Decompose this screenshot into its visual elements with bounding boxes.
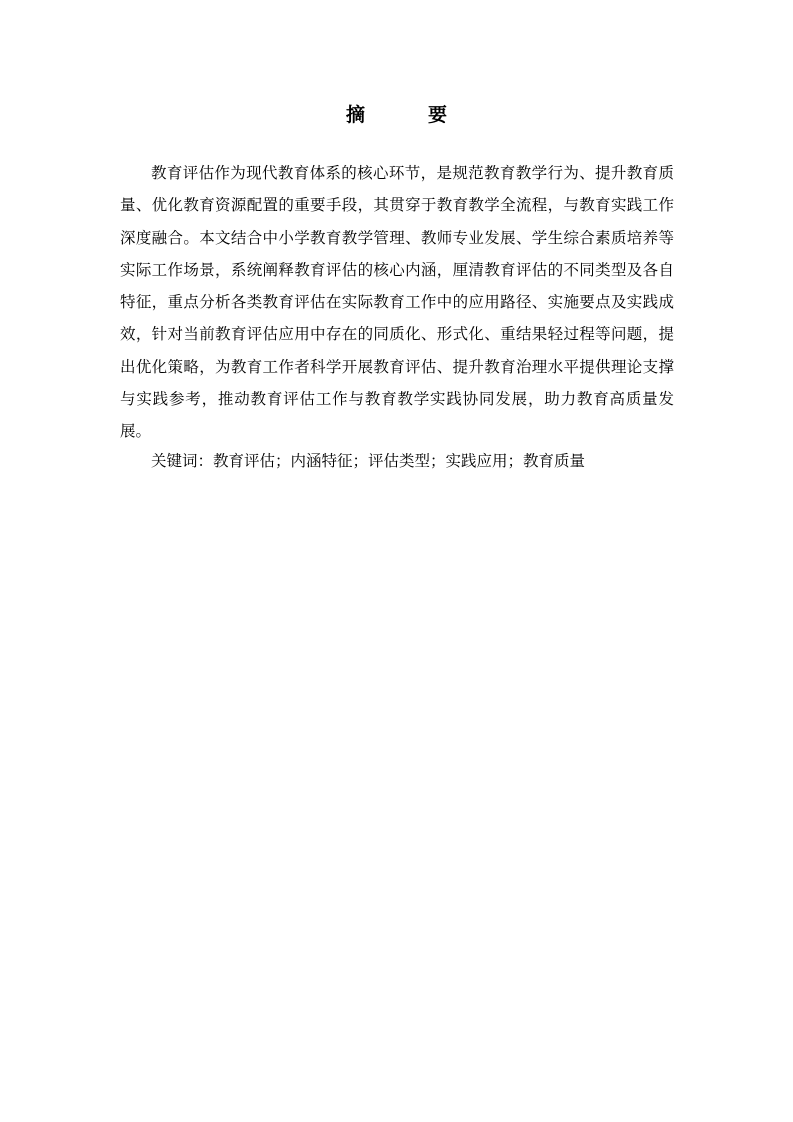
keywords-line <box>151 449 674 473</box>
abstract-heading: 摘 要 <box>345 104 469 126</box>
abstract-paragraph: 教育评估作为现代教育体系的核心环节，是规范教育教学行为、提升教育质量、优化教育资源配置的重要手段，其贯穿于教育教学全流程，与教育实践工作深度融合。本文结合中小学教育教学管理、教师专业发展、学生综合素质培养等实际工作场景，系统阐释教育评估的核心内涵，厘清教育评估的不同类型及各自特征，重点分析各类教育评估在实际教育工作中的应用路径、实施要点及实践成效，针对当前教育评估应用中存在的同质化、形式化、重结果轻过程等问题，提出优化策略，为教育工作者科学开展教育评估、提升教育治理水平提供理论支撑与实践参考，推动教育评估工作与教育教学实践协同发展，助力教育高质量发展。 <box>120 164 674 441</box>
keywords-label: 关键词： <box>151 452 214 470</box>
keywords-list: 教育评估；内涵特征；评估类型；实践应用；教育质量 <box>213 452 586 470</box>
